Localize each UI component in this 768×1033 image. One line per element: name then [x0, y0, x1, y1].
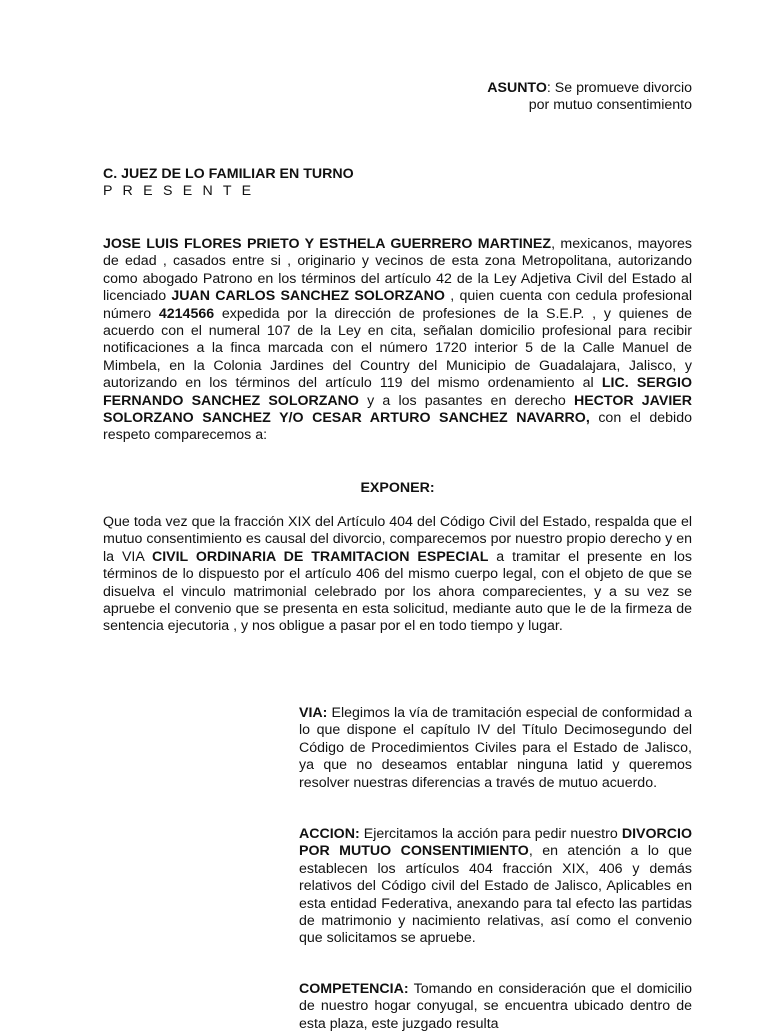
exponer-paragraph — [103, 514, 692, 636]
subject-block — [432, 80, 692, 115]
intro-text-5: con el debido respeto comparecemos a: — [103, 410, 692, 444]
parties-names: JOSE LUIS FLORES PRIETO Y ESTHELA GUERRERO MARTINEZ — [103, 236, 552, 252]
competencia-text: Tomando en consideración que el domicilio de nuestro hogar conyugal, se encuentra ubicado dentro de esta plaza, este juzgado resulta — [299, 981, 692, 1032]
accion-bold: DIVORCIO POR MUTUO CONSENTIMIENTO — [299, 826, 692, 860]
accion-section — [299, 826, 692, 948]
exponer-text-1: Que toda vez que la fracción XIX del Artículo 404 del Código Civil del Estado, respalda que el mutuo consentimiento es causal del divorcio, comparecemos por nuestro propio derecho y en la VIA — [103, 514, 692, 565]
lawyer-name: JUAN CARLOS SANCHEZ SOLORZANO — [171, 288, 445, 305]
accion-text-2: , en atención a lo que establecen los artículos 404 fracción XIX, 406 y demás relativos del Código civil del Estado de Jalisco, Aplicables en esta entidad Federativa, anexando para tal efecto las partidas de matrimonio y nacimiento relativas, así como el convenio que solicitamos se apruebe. — [299, 843, 692, 947]
accion-text-1: Ejercitamos la acción para pedir nuestro — [359, 826, 622, 842]
intro-text-2: , quien cuenta con cedula profesional número — [103, 288, 692, 322]
pasantes-names: HECTOR JAVIER SOLORZANO SANCHEZ Y/O CESAR ARTURO SANCHEZ NAVARRO, — [103, 392, 692, 427]
judge-heading: C. JUEZ DE LO FAMILIAR EN TURNO — [103, 166, 354, 182]
via-label: VIA: — [299, 705, 328, 721]
intro-text-3: expedida por la dirección de profesiones de la S.E.P. , y quienes de acuerdo con el numeral 107 de la Ley en cita, señalan domicilio profesional para recibir notificaciones a la finca marcada con el número 1720 interior 5 de la Calle Manuel de Mimbela, en la Colonia Jardines del Country del Municipio de Guadalajara, Jalisco, y autorizando en los términos del artículo 119 del mismo ordenamiento al — [103, 305, 692, 392]
cedula-number: 4214566 — [158, 305, 215, 322]
via-section — [299, 705, 692, 792]
subject-label: ASUNTO — [487, 80, 547, 96]
intro-text-4: y a los pasantes en derecho — [358, 392, 574, 409]
via-text: Elegimos la vía de tramitación especial de conformidad a lo que dispone el capítulo IV del Título Decimosegundo del Código de Procedimientos Civiles para el Estado de Jalisco, ya que no deseamos entablar ninguna latid y queremos resolver nuestras diferencias a través de mutuo acuerdo. — [299, 705, 692, 791]
competencia-section — [299, 981, 692, 1033]
accion-label: ACCION: — [299, 826, 360, 842]
exponer-heading: EXPONER: — [360, 480, 435, 496]
exponer-text-2: a tramitar el presente en los términos de lo dispuesto por el artículo 406 del mismo cuerpo legal, con el objeto de que se disuelva el vinculo matrimonial celebrado por los ahora comparecientes, y a su vez se apruebe el convenio que se presenta en esta solicitud, mediante auto que le de la firmeza de sentencia ejecutoria , y nos obligue a pasar por el en todo tiempo y lugar. — [103, 548, 692, 635]
presente-line: P R E S E N T E — [103, 183, 255, 200]
competencia-label: COMPETENCIA: — [299, 981, 409, 997]
intro-text-1: , mexicanos, mayores de edad , casados entre si , originario y vecinos de esta zona Metropolitana, autorizando como abogado Patrono en los términos del artículo 42 de la Ley Adjetiva Civil del Estado al licenciado — [103, 236, 692, 305]
subject-line-1: : Se promueve divorcio — [546, 80, 692, 96]
intro-paragraph — [103, 236, 692, 445]
subject-line-2: por mutuo consentimiento — [528, 97, 692, 114]
addressee-block — [103, 166, 354, 201]
authorized-lic: LIC. SERGIO FERNANDO SANCHEZ SOLORZANO — [103, 375, 693, 409]
via-name: CIVIL ORDINARIA DE TRAMITACION ESPECIAL — [151, 548, 489, 565]
